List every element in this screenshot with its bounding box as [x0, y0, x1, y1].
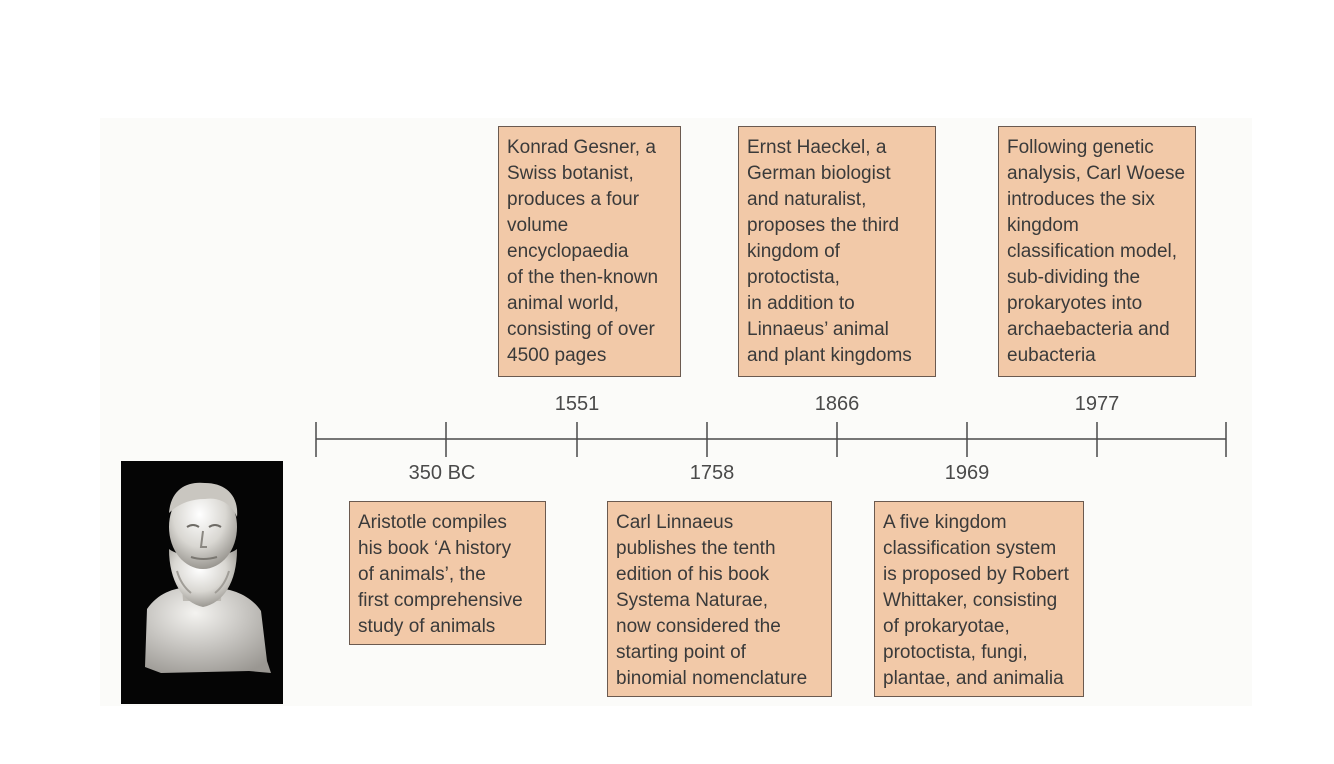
- event-box-1866: Ernst Haeckel, a German biologist and naturalist, proposes the third kingdom of protoctista, in addition to Linnaeus’ animal and plant kingdoms: [738, 126, 936, 377]
- year-label-1969: 1969: [944, 462, 990, 484]
- year-label-1977: 1977: [1074, 393, 1120, 415]
- year-label-1551: 1551: [554, 393, 600, 415]
- event-box-1969: A five kingdom classification system is proposed by Robert Whittaker, consisting of prokaryotae, protoctista, fungi, plantae, and animalia: [874, 501, 1084, 697]
- event-box-1551: Konrad Gesner, a Swiss botanist, produces a four volume encyclopaedia of the then-known animal world, consisting of over 4500 pages: [498, 126, 681, 377]
- event-box-1977: Following genetic analysis, Carl Woese introduces the six kingdom classification model, sub-dividing the prokaryotes into archaebacteria and eubacteria: [998, 126, 1196, 377]
- year-label-1758: 1758: [689, 462, 735, 484]
- event-box-1758: Carl Linnaeus publishes the tenth edition of his book Systema Naturae, now considered the starting point of binomial nomenclature: [607, 501, 832, 697]
- event-box-350bc: Aristotle compiles his book ‘A history of animals’, the first comprehensive study of animals: [349, 501, 546, 645]
- year-label-350bc: 350 BC: [408, 462, 476, 484]
- year-label-1866: 1866: [814, 393, 860, 415]
